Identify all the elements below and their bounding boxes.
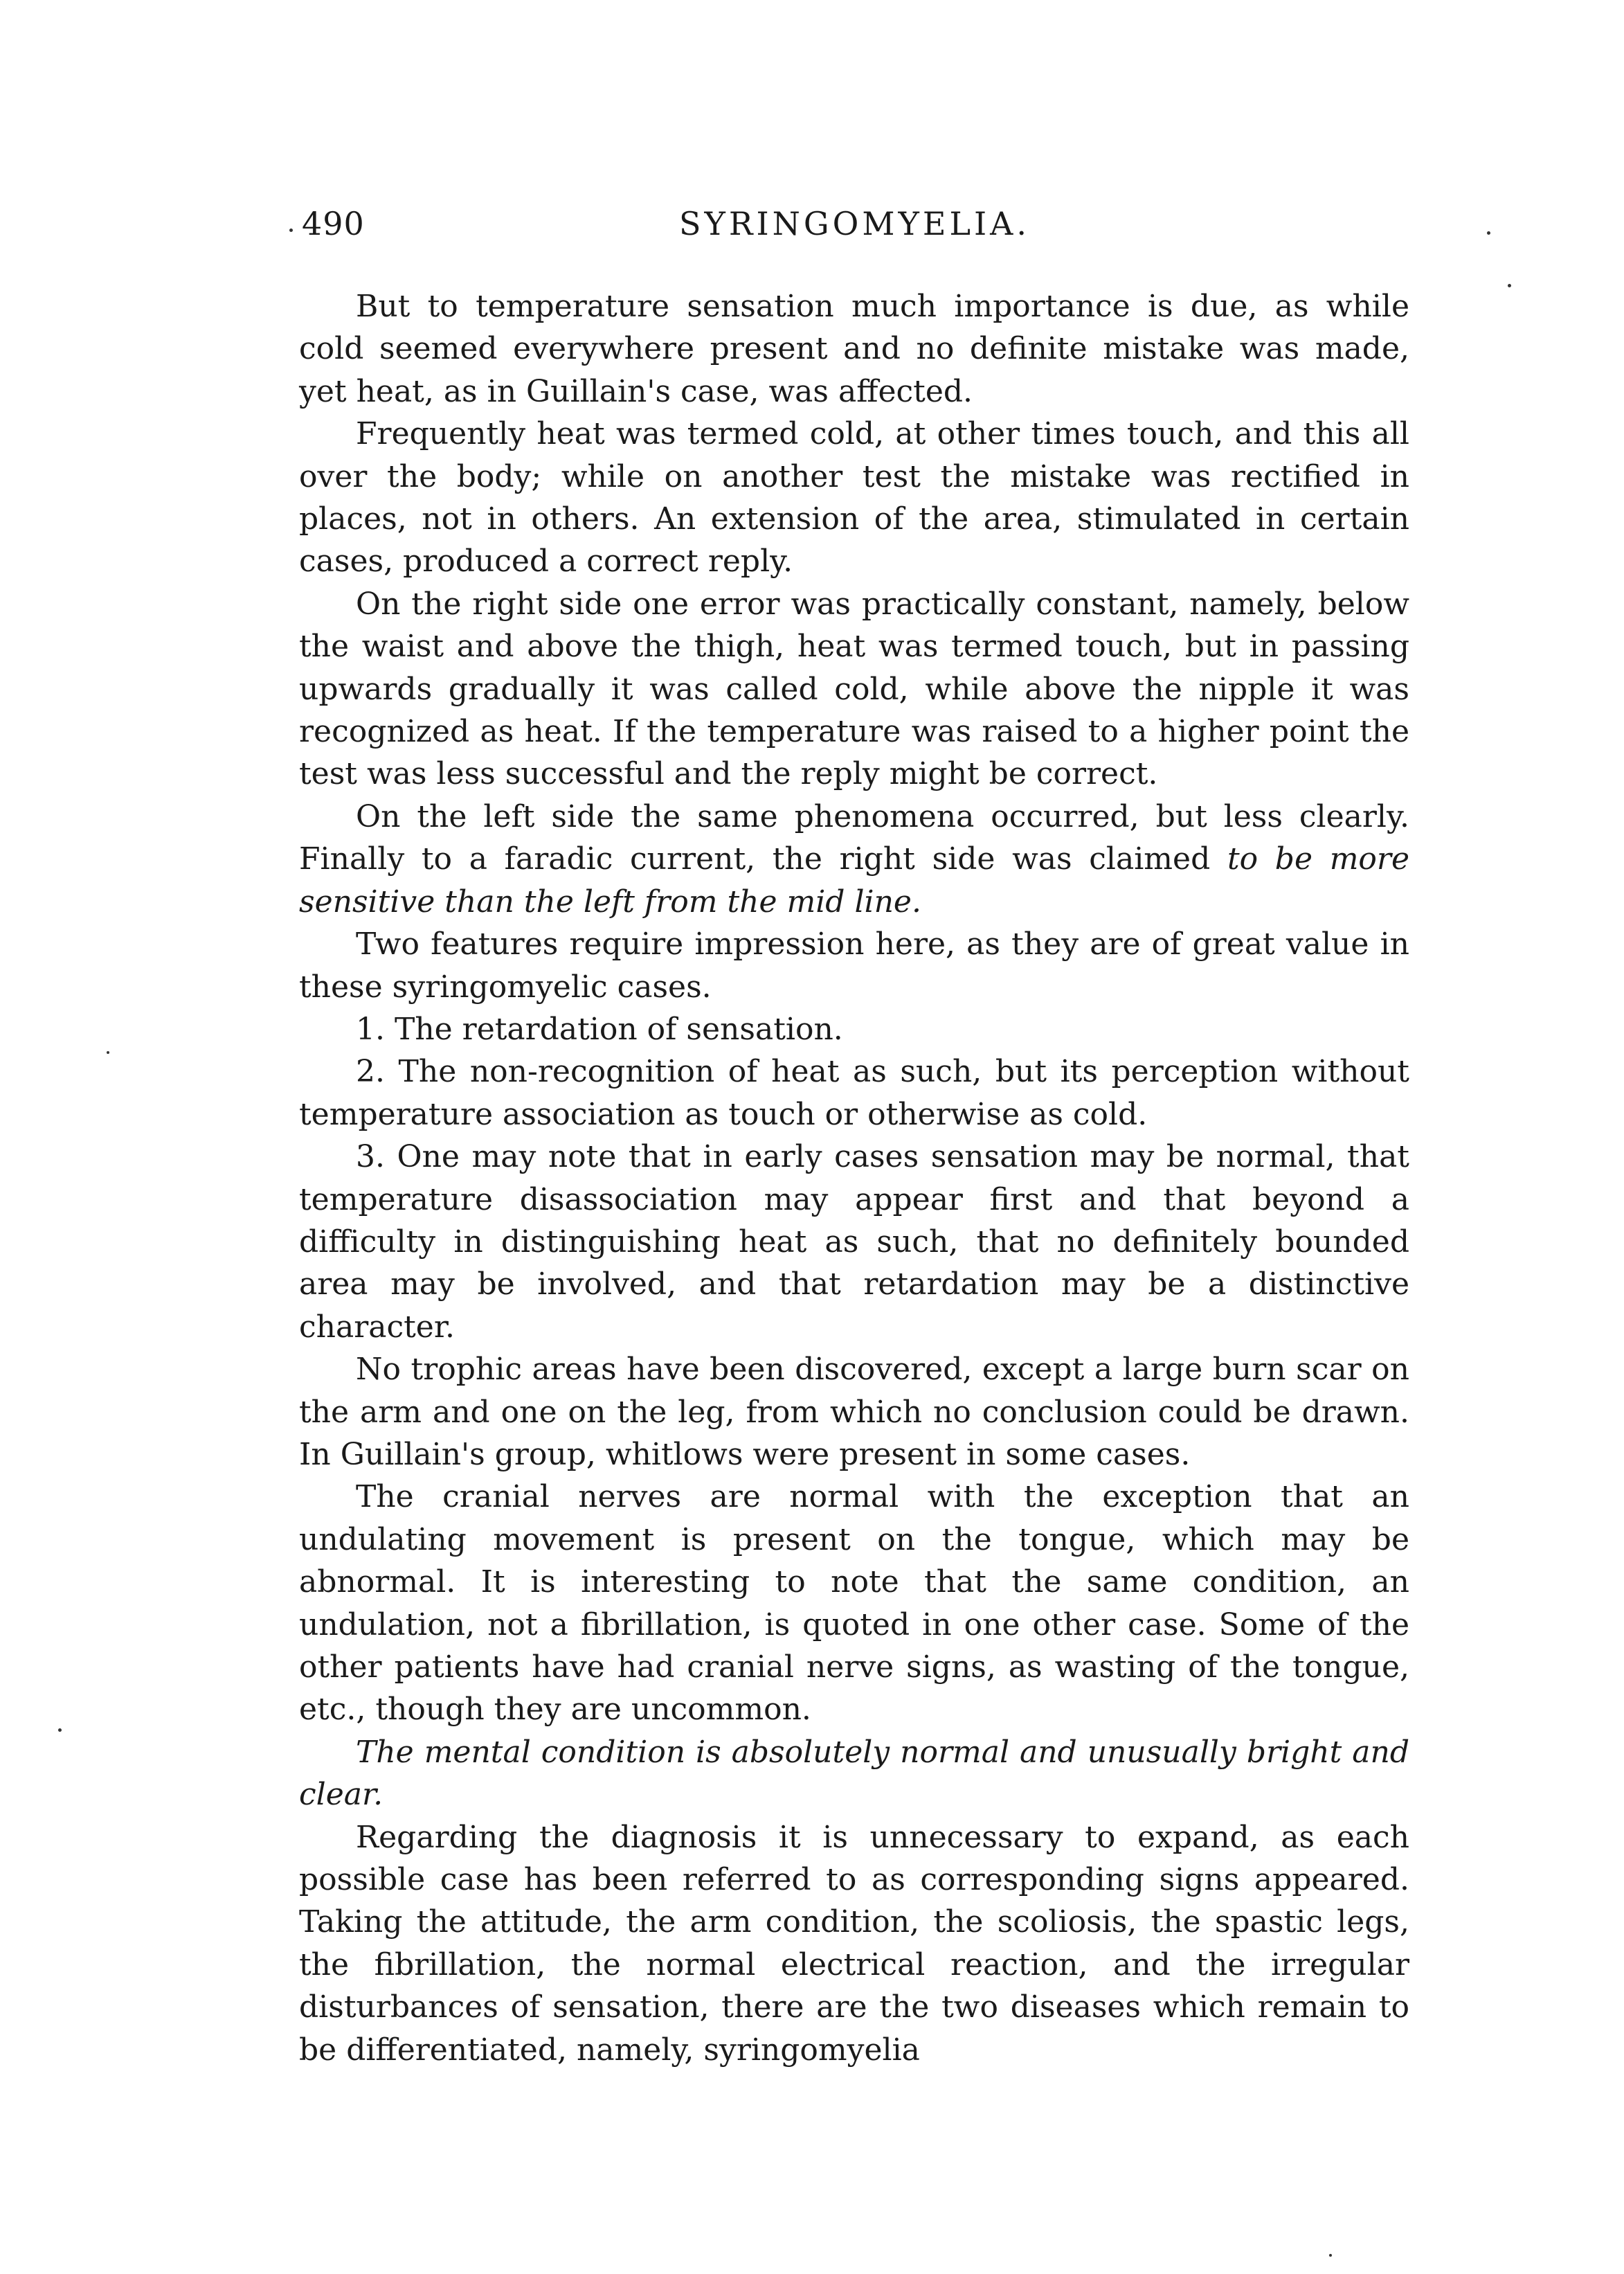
scan-speck — [289, 229, 293, 232]
scan-speck — [58, 1728, 62, 1732]
page-header — [302, 205, 1409, 253]
italic-text: to be more sensitive than the left from the mid line. — [299, 841, 1409, 920]
list-item: 2. The non-recognition of heat as such, but its perception without temperature association as touch or otherwise as cold. — [299, 1054, 1409, 1132]
paragraph: On the right side one error was practically constant, namely, below the waist and above the thigh, heat was termed touch, but in passing upwards gradually it was called cold, while above the nipple it was recognized as heat. If the temperature was raised to a higher point the test was less successful and the reply might be correct. — [299, 586, 1409, 792]
scan-speck — [1329, 2254, 1332, 2257]
scan-speck — [1487, 231, 1490, 235]
scan-speck — [107, 1051, 109, 1054]
list-item: 3. One may note that in early cases sensation may be normal, that temperature disassociation may appear first and that beyond a difficulty in distinguishing heat as such, that no definitely bounded area may be involved, and that retardation may be a distinctive character. — [299, 1139, 1409, 1345]
paragraph: Regarding the diagnosis it is unnecessary to expand, as each possible case has been referred to as corresponding signs appeared. Taking the attitude, the arm condition, the scoliosis, the spastic legs, the fibrillation, the normal electrical reaction, and the irregular disturbances of sensation, there are the two diseases which remain to be differentiated, namely, syringomyelia — [299, 1819, 1409, 2068]
paragraph: But to temperature sensation much importance is due, as while cold seemed everywhere present and no definite mistake was made, yet heat, as in Guillain's case, was affected. — [299, 289, 1409, 409]
running-head: SYRINGOMYELIA. — [679, 205, 1030, 242]
paragraph: The mental condition is absolutely normal and unusually bright and clear. — [299, 1734, 1409, 1813]
paragraph: Two features require impression here, as they are of great value in these syringomyelic cases. — [299, 926, 1409, 1005]
scan-speck — [1508, 284, 1511, 287]
paragraph: Frequently heat was termed cold, at other times touch, and this all over the body; while on another test the mistake was rectified in places, not in others. An extension of the area, stimulated in certain cases, produced a correct reply. — [299, 416, 1409, 580]
paragraph: No trophic areas have been discovered, except a large burn scar on the arm and one on the leg, from which no conclusion could be drawn. In Guillain's group, whitlows were present in some cases. — [299, 1352, 1409, 1472]
list-item: 1. The retardation of sensation. — [356, 1011, 843, 1047]
paragraph-text: On the left side the same phenomena occurred, but less clearly. Finally to a faradic current, the right side was claimed — [299, 798, 1409, 877]
paragraph: The cranial nerves are normal with the exception that an undulating movement is present on the tongue, which may be abnormal. It is interesting to note that the same condition, an undulation, not a fibrillation, is quoted in one other case. Some of the other patients have had cranial nerve signs, as wasting of the tongue, etc., though they are uncommon. — [299, 1479, 1409, 1728]
paragraph — [299, 796, 1409, 923]
page-number: 490 — [302, 205, 365, 242]
body-text — [299, 285, 1409, 2071]
